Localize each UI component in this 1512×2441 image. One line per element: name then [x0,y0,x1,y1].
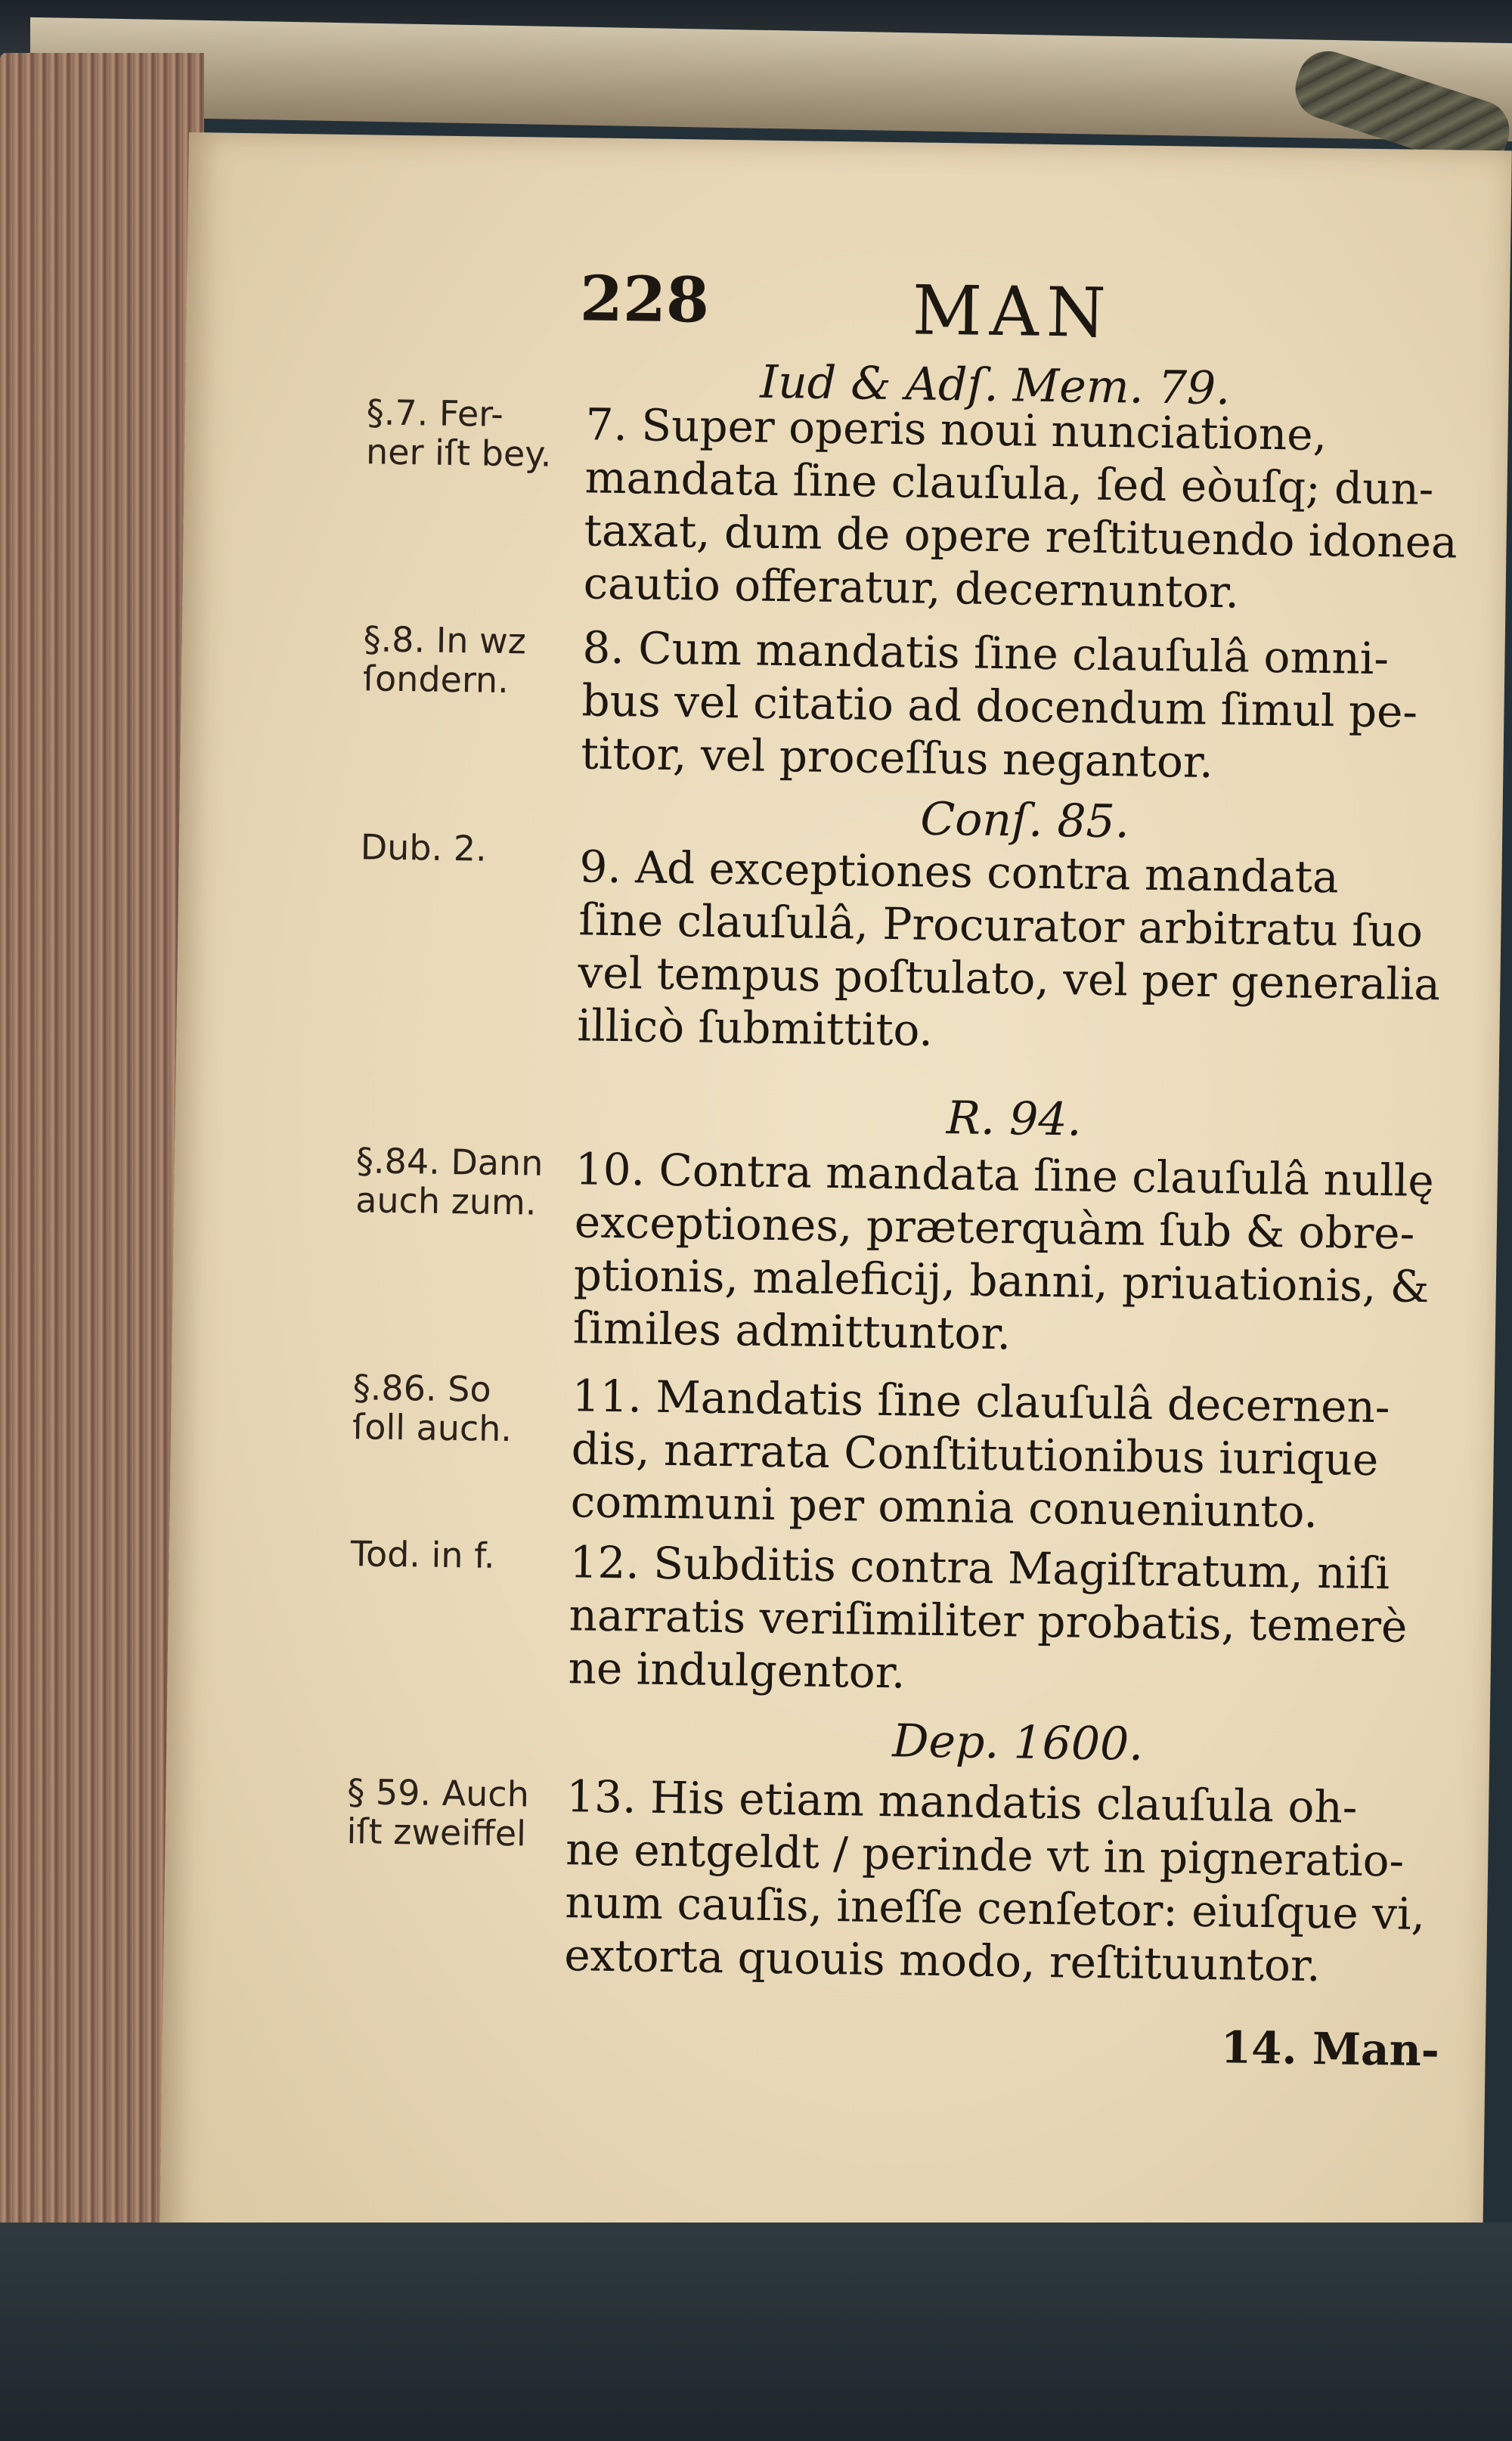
text-line: communi per omnia conueniunto. [570,1476,1318,1538]
margin-note: auch zum. [355,1179,537,1223]
catchword: 14. Man- [1220,2021,1440,2077]
margin-note: ſondern. [362,658,510,701]
text-line: mandata ſine clauſula, ſed eòuſq; dun- [584,451,1434,516]
text-line: illicò ſubmittito. [577,999,934,1056]
margin-note: §.7. Fer- [366,392,504,435]
margin-note: ſoll auch. [352,1406,513,1450]
text-line: 7. Super operis noui nunciatione, [585,398,1328,461]
margin-note: Tod. in f. [350,1533,496,1576]
text-line: narratis veriſimiliter probatis, temerè [569,1589,1408,1653]
book-page [159,132,1512,2328]
text-line: exceptiones, præterquàm ſub & obre- [574,1196,1415,1259]
text-line: 8. Cum mandatis ſine clauſulâ omni- [582,621,1390,685]
background-bottom [0,2223,1512,2441]
text-line: 11. Mandatis ſine clauſulâ decernen- [572,1370,1390,1433]
text-line: cautio offeratur, decernuntor. [583,557,1240,618]
text-line: 10. Contra mandata ſine clauſulâ nullę [575,1143,1435,1207]
page-number: 228 [579,262,710,337]
margin-note: §.84. Dann [355,1140,544,1184]
citation-reference: R. 94. [946,1092,1083,1147]
margin-note: § 59. Auch [346,1771,530,1815]
text-line: 12. Subditis contra Magiſtratum, niſi [569,1536,1390,1600]
text-line: ptionis, maleficij, banni, priuationis, & [573,1249,1430,1313]
margin-note: ner iſt bey. [365,431,552,475]
text-line: ſimiles admittuntor. [572,1302,1012,1360]
margin-note: Dub. 2. [360,826,488,869]
citation-reference: Iud & Adſ. Mem. 79. [759,355,1231,416]
citation-reference: Conſ. 85. [919,792,1130,849]
text-line: titor, vel proceſſus negantor. [581,727,1214,788]
text-line: ne entgeldt / perinde vt in pigneratio- [565,1823,1405,1887]
text-line: num cauſis, ineſſe cenſetor: eiuſque vi, [564,1876,1426,1941]
running-title: MAN [912,271,1114,354]
text-line: bus vel citatio ad docendum ſimul pe- [581,674,1418,738]
text-line: 13. His etiam mandatis clauſula oh- [565,1770,1358,1833]
text-line: taxat, dum de opere reſtituendo idonea [584,504,1458,568]
text-line: dis, narrata Conſtitutionibus iurique [571,1423,1379,1486]
text-line: ne indulgentor. [568,1642,906,1699]
text-line: extorta quouis modo, reſtituuntor. [563,1929,1321,1992]
citation-reference: Dep. 1600. [891,1715,1144,1771]
text-line: 9. Ad exceptiones contra mandata [579,841,1340,903]
text-line: vel tempus poſtulato, vel per generalia [578,946,1441,1011]
text-line: ſine clauſulâ, Procurator arbitratu ſuo [578,894,1424,957]
margin-note: iſt zweiffel [346,1811,527,1854]
margin-note: §.8. In wz [363,618,527,662]
margin-note: §.86. So [352,1367,491,1410]
